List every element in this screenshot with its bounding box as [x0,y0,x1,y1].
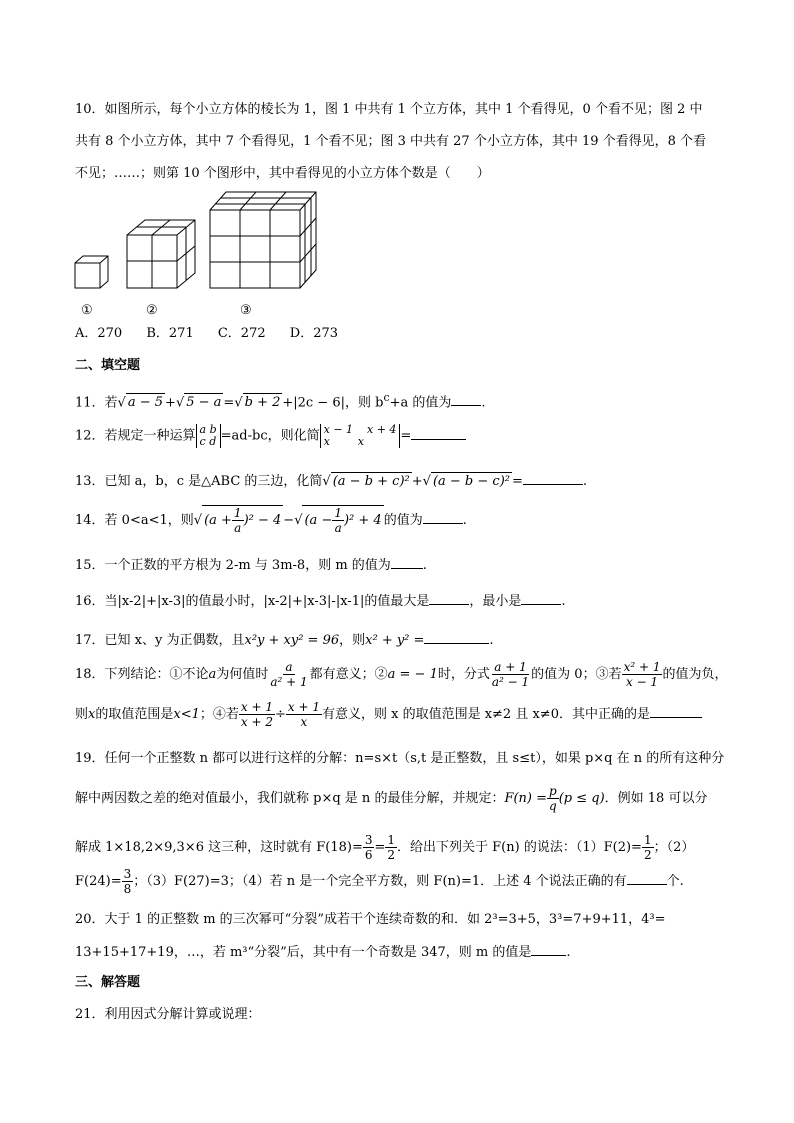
figure-label-1: ① [81,303,93,318]
q13-eq: = [511,474,523,489]
q18-f1-num: a [285,660,293,674]
q17-mid: ，则 [339,633,366,648]
q18-f5-num: x + 1 [287,700,320,714]
q19-text-c: 解成 1×18,2×9,3×6 这三种，这时就有 F(18)= [75,840,363,855]
q17 [75,629,494,650]
q14-radical-2: (a − $\frac{1}{a}$ )² + 4 [304,506,382,535]
q17-equation-1: x²y + xy² = 96 [244,633,340,648]
q19-fn: F(n) = [504,791,548,806]
q18-text-e: 的值为 0；③若 [531,667,622,682]
option-c: C．272 [217,326,266,341]
q14-prefix: 14．若 0<a<1，则 [75,513,194,528]
q17-answer-blank[interactable] [424,629,489,644]
q16-answer-blank-2[interactable] [521,590,561,605]
q14-frac1-num: 1 [233,506,242,520]
q12-prefix: 12．若规定一种运算 [75,428,196,444]
q21: 21．利用因式分解计算或说理： [75,1007,261,1022]
q11-text2: +a 的值为 [389,395,452,411]
q18-text-d: 时，分式 [437,667,490,682]
q20-end: . [566,945,571,960]
q11-radical-1: a − 5 [127,395,164,411]
section-heading-fill-in: 二、填空题 [75,358,141,373]
q20-answer-blank[interactable] [531,941,566,956]
q19-frac-pq [547,784,559,813]
q16-text: 16．当|x-2|+|x-3|的值最小时，|x-2|+|x-3|-|x-1|的值最大是 [75,594,430,609]
q18-frac-5 [286,700,322,729]
q14-radical-1: (a + $\frac{1}{a}$ )² − 4 [204,506,282,535]
q19-answer-blank[interactable] [627,870,667,885]
q19-fpq-num: p [549,784,557,798]
q14-answer-blank[interactable] [423,509,463,524]
q18-text-h: 的取值范围是 [95,707,174,722]
figure-label-3: ③ [240,303,252,318]
q20-text: 13+15+17+19，…，若 m³“分裂”后，其中有一个奇数是 347，则 m 的值是 [75,945,532,960]
q15 [75,554,427,575]
q10-line3: 不见；……；则第 10 个图形中，其中看得见的小立方体个数是（ ） [75,166,490,181]
q18-f4-den: x + 2 [240,715,273,729]
q19-frac-f2 [642,833,654,862]
q11-text: ，则 b [345,395,384,411]
q12-det1-row2: c d [199,435,217,448]
q17-end: . [489,633,494,648]
q18-f1-den: a² + 1 [270,675,308,689]
q11-eq: = [223,395,235,411]
q20-line1: 20．大于 1 的正整数 m 的三次幂可“分裂”成若干个连续奇数的和．如 2³=3+5，3³=7+9+11，4³= [75,912,666,927]
q15-text: 15．一个正数的平方根为 2-m 与 3m-8，则 m 的值为 [75,558,391,573]
q19-line1: 19．任何一个正整数 n 都可以进行这样的分解：n=s×t（s,t 是正整数，且 s≤t），如果 p×q 在 n 的所有这种分 [75,751,725,766]
q10-line2: 共有 8 个小立方体，其中 7 个看得见，1 个看不见；图 3 中共有 27 个小立方体，其中 19 个看得见，8 个看 [75,134,707,149]
q19-frac-36 [363,833,375,862]
q18-f5-den: x [300,715,308,729]
cube-figures [70,190,330,290]
q18-frac-1 [268,660,309,689]
q19-text-f: F(24)= [75,874,122,889]
q14-frac2-den: a [334,521,342,535]
q11-end: . [481,395,486,411]
q18-frac-2 [490,660,531,689]
q18-answer-blank[interactable] [650,703,702,718]
q18-f3-den: x − 1 [625,675,659,689]
q14-frac1-den: a [234,521,242,535]
q19-f2-num: 1 [643,833,652,847]
figure-label-2: ② [146,303,158,318]
q13-plus: + [411,474,423,489]
q19-text-h: 个. [666,874,684,889]
q19-f12-num: 1 [387,833,396,847]
q19-f12-den: 2 [387,848,396,862]
q13-radical-1: (a − b + c)² [332,474,410,489]
q11: 11．若√ a − 5 +√ 5 − a =√ b + 2 +|2c − 6|，则 $b^c+a$ 的值为 . [75,391,486,411]
q10-options [75,325,358,343]
q18-eq: a = − 1 [387,667,438,682]
q16-mid: ，最小是 [469,594,522,609]
q18-text-f: 的值为负， [662,667,728,682]
q19-line2 [75,784,707,814]
q16 [75,590,566,611]
q19-text-g: ；（3）F(27)=3；（4）若 n 是一个完全平方数，则 F(n)=1．上述 4 个说法正确的有 [133,874,627,889]
q18-f2-den: a² − 1 [491,675,530,689]
q11-radical-2: 5 − a [186,395,222,411]
q11-abs: +|2c − 6| [282,395,346,411]
q12-answer-blank[interactable] [411,425,466,440]
q19-frac-f24 [122,867,134,896]
q13-radical-2: (a − b − c)² [432,474,510,489]
q18-text-b: 为何值时 [216,667,269,682]
q12-mid: =ad-bc，则化简 [220,428,320,444]
q18-frac-3 [622,660,663,689]
q12-determinant-1 [196,424,221,448]
figure-3-cube [210,192,316,288]
q18-ineq: x<1 [173,707,200,722]
q18-var-a: a [208,667,217,682]
q19-cond: (p ≤ q) [558,791,605,806]
q19-frac-12 [385,833,397,862]
q14-end: . [462,513,467,528]
q15-answer-blank[interactable] [391,554,423,569]
q19-line4 [75,867,684,897]
q19-f-eq: = [374,840,386,855]
q12 [75,424,466,448]
q12-eq: = [400,428,412,444]
q18-line1 [75,660,728,690]
q18-text-i: ；④若 [199,707,239,722]
q11-sup: c [383,391,390,404]
q17-prefix: 17．已知 x、y 为正偶数，且 [75,633,245,648]
q18-f2-num: a + 1 [494,660,527,674]
q19-text-e: ；（2） [653,840,695,855]
q14-frac2-num: 1 [334,506,342,520]
q19-text-b: ．例如 18 可以分 [604,791,708,806]
option-d: D．273 [289,326,339,341]
q19-f36-den: 6 [364,848,373,862]
q19-f24-num: 3 [123,867,132,881]
q11-prefix: 11．若 [75,395,118,411]
q16-answer-blank-1[interactable] [429,590,469,605]
q18-f4-num: x + 1 [240,700,273,714]
q19-line3 [75,833,694,863]
q18-line2 [75,700,702,730]
q18-frac-4 [239,700,275,729]
q20-line2 [75,941,571,962]
q18-text-j: 有意义，则 x 的取值范围是 x≠2 且 x≠0．其中正确的是 [321,707,650,722]
q14-text: 的值为 [383,513,423,528]
q12-det1-row1: a b [199,423,217,436]
q11-answer-blank[interactable] [451,391,481,406]
q11-radical-3: b + 2 [244,395,281,411]
q18-text-g: 则 [75,707,89,722]
option-b: B．271 [146,326,194,341]
q13: 13．已知 a，b，c 是△ABC 的三边，化简√ (a − b + c)² +√ (a − b − c)² = . [75,470,587,491]
section-heading-answers: 三、解答题 [75,975,141,990]
q17-equation-2: x² + y² = [365,633,425,648]
q19-text-a: 解中两因数之差的绝对值最小，我们就称 p×q 是 n 的最佳分解，并规定： [75,791,505,806]
figure-1-cube [75,256,108,288]
q18-text-a: 18．下列结论：①不论 [75,667,209,682]
q13-end: . [582,474,588,489]
q13-answer-blank[interactable] [523,470,583,485]
option-a: A．270 [75,326,123,341]
q19-f24-den: 8 [123,882,132,896]
q18-f3-num: x² + 1 [623,660,661,674]
q14-minus: − [283,513,295,528]
q13-prefix: 13．已知 a，b，c 是△ABC 的三边，化简 [75,474,323,489]
q12-det2-row2: x x [323,435,365,448]
q19-f2-den: 2 [643,848,652,862]
q16-end: . [561,594,566,609]
q10-line1: 10．如图所示，每个小立方体的棱长为 1，图 1 中共有 1 个立方体，其中 1 个看得见，0 个看不见；图 2 中 [75,102,703,117]
q18-div: ÷ [274,707,286,722]
q12-det2-row1: x − 1 x + 4 [323,423,397,436]
q15-end: . [422,558,427,573]
q18-text-c: 都有意义；② [309,667,388,682]
figure-2-cube [127,220,195,288]
q12-determinant-2 [320,424,401,448]
q19-text-d: ．给出下列关于 F(n) 的说法：（1）F(2)= [397,840,642,855]
q19-f36-num: 3 [364,833,373,847]
q19-fpq-den: q [549,799,557,813]
q14: 14．若 0<a<1，则√ (a + $\frac{1}{a}$ )² − 4 −√ (a − $\frac{1}{a}$ )² + 4 的值为 . [75,506,467,535]
q18-var-x: x [88,707,96,722]
